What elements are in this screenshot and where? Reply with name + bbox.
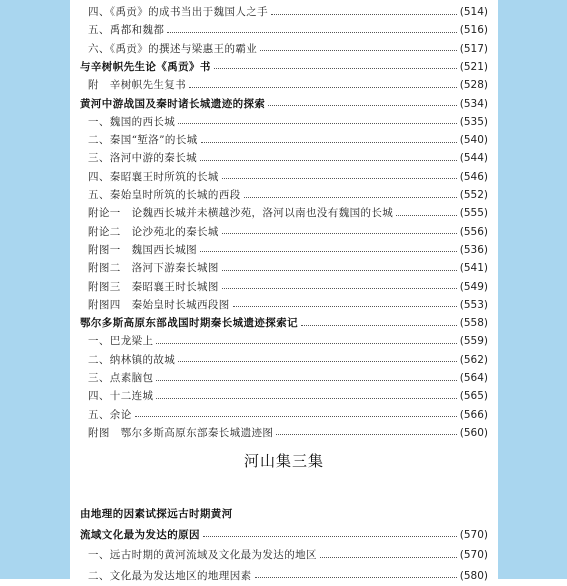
dot-leader <box>244 197 457 198</box>
dot-leader <box>214 68 457 69</box>
toc-entry-title: 二、文化最为发达地区的地理因素 <box>88 569 252 582</box>
dot-leader <box>233 306 457 307</box>
toc-page-number: (570) <box>459 528 488 541</box>
dot-leader <box>200 160 457 161</box>
toc-entry-title: 附论二 论沙苑北的秦长城 <box>88 225 219 238</box>
dot-leader <box>301 325 457 326</box>
toc-entry-title: 附图三 秦昭襄王时长城图 <box>88 280 219 293</box>
toc-page-number: (541) <box>459 262 488 275</box>
toc-entry <box>80 75 488 95</box>
dot-leader <box>178 123 457 124</box>
toc-entry <box>80 423 488 443</box>
toc-entry-title: 五、禹都和魏都 <box>88 24 165 37</box>
toc-section-entry <box>80 504 488 524</box>
toc-page-number: (565) <box>459 390 488 403</box>
dot-leader <box>268 105 456 106</box>
toc-entry-title: 附 辛树帜先生复书 <box>88 79 187 92</box>
dot-leader <box>222 233 457 234</box>
toc-section-entry <box>80 313 488 333</box>
dot-leader <box>156 398 456 399</box>
toc-page-number: (555) <box>459 207 488 220</box>
toc-page-number: (521) <box>459 60 488 73</box>
toc-entry <box>80 130 488 150</box>
dot-leader <box>189 87 457 88</box>
toc-page-number: (566) <box>459 408 488 421</box>
toc-page-number: (580) <box>459 569 488 582</box>
toc-entry <box>80 185 488 205</box>
toc-entry-title: 附图四 秦始皇时长城西段图 <box>88 298 230 311</box>
toc-entry <box>80 112 488 132</box>
dot-leader <box>260 50 457 51</box>
toc-entry <box>80 368 488 388</box>
dot-leader <box>167 32 456 33</box>
toc-entry-title: 五、余论 <box>88 408 132 421</box>
toc-entry-title: 一、远古时期的黄河流域及文化最为发达的地区 <box>88 549 317 561</box>
toc-page-number: (540) <box>459 134 488 147</box>
toc-entry-title: 流域文化最为发达的原因 <box>80 528 200 541</box>
toc-page-number: (552) <box>459 189 488 201</box>
dot-leader <box>200 251 457 252</box>
toc-entry-title: 黄河中游战国及秦时诸长城遗迹的探索 <box>80 97 266 110</box>
toc-entry-title: 一、巴龙梁上 <box>88 335 154 348</box>
dot-leader <box>320 557 457 558</box>
toc-entry-title: 鄂尔多斯高原东部战国时期秦长城遗迹探索记 <box>80 317 298 330</box>
toc-entry <box>80 39 488 59</box>
toc-page-number: (560) <box>459 426 488 439</box>
toc-entry-title: 附图一 魏国西长城图 <box>88 243 197 256</box>
collection-title: 河山集三集 <box>243 452 324 470</box>
dot-leader <box>255 577 457 578</box>
toc-entry <box>80 277 488 297</box>
toc-entry <box>80 240 488 260</box>
toc-entry-title: 二、纳林镇的故城 <box>88 353 176 366</box>
toc-entry-title: 三、点素脑包 <box>88 372 154 384</box>
toc-entry-title: 由地理的因素试探远古时期黄河 <box>80 508 233 520</box>
toc-entry <box>80 566 488 586</box>
toc-page-number: (559) <box>459 335 488 348</box>
toc-entry <box>80 203 488 223</box>
toc-entry-title: 附图 鄂尔多斯高原东部秦长城遗迹图 <box>88 426 274 439</box>
dot-leader <box>135 416 457 417</box>
toc-page-number: (514) <box>459 6 488 18</box>
toc-page-number: (556) <box>459 225 488 238</box>
toc-page-number: (564) <box>459 372 488 384</box>
toc-entry-title: 一、魏国的西长城 <box>88 115 176 128</box>
dot-leader <box>156 343 456 344</box>
toc-entry-title: 与辛树帜先生论《禹贡》书 <box>80 60 211 73</box>
dot-leader <box>276 434 456 435</box>
toc-page-number: (546) <box>459 170 488 183</box>
dot-leader <box>396 215 457 216</box>
dot-leader <box>222 178 457 179</box>
toc-page-number: (549) <box>459 280 488 293</box>
toc-entry <box>80 2 488 22</box>
toc-entry <box>80 386 488 406</box>
toc-entry-title: 附论一 论魏西长城并未横越沙苑，洛河以南也没有魏国的长城 <box>88 207 394 220</box>
toc-section-entry <box>80 57 488 77</box>
dot-leader <box>203 536 457 537</box>
dot-leader <box>201 142 457 143</box>
toc-entry <box>80 258 488 278</box>
toc-entry-title: 六、《禹贡》的撰述与梁惠王的霸业 <box>88 42 258 55</box>
dot-leader <box>178 361 457 362</box>
toc-entry <box>80 350 488 370</box>
toc-entry-title: 二、秦国“堑洛”的长城 <box>88 134 198 147</box>
toc-page-number: (570) <box>459 549 488 561</box>
toc-page-number: (516) <box>459 24 488 37</box>
toc-section-entry <box>80 94 488 114</box>
toc-page-number: (562) <box>459 353 488 366</box>
toc-page-number: (558) <box>459 317 488 330</box>
toc-entry-title: 三、洛河中游的秦长城 <box>88 152 197 165</box>
toc-page-number: (528) <box>459 79 488 92</box>
toc-section-entry <box>80 525 488 545</box>
toc-entry <box>80 405 488 425</box>
toc-entry <box>80 222 488 242</box>
toc-entry-title: 四、十二连城 <box>88 390 154 403</box>
dot-leader <box>156 380 456 381</box>
toc-entry <box>80 148 488 168</box>
toc-entry <box>80 331 488 351</box>
toc-page-number: (544) <box>459 152 488 165</box>
toc-entry <box>80 167 488 187</box>
toc-page-number: (553) <box>459 298 488 311</box>
toc-entry-title: 五、秦始皇时所筑的长城的西段 <box>88 189 241 201</box>
toc-entry-title: 四、《禹贡》的成书当出于魏国人之手 <box>88 6 269 18</box>
toc-page-number: (536) <box>459 243 488 256</box>
dot-leader <box>222 270 457 271</box>
toc-page-number: (534) <box>459 97 488 110</box>
dot-leader <box>222 288 457 289</box>
toc-entry <box>80 20 488 40</box>
toc-entry-title: 四、秦昭襄王时所筑的长城 <box>88 170 219 183</box>
toc-entry <box>80 295 488 315</box>
toc-entry-title: 附图二 洛河下游秦长城图 <box>88 262 219 275</box>
toc-page-number: (517) <box>459 42 488 55</box>
toc-page-number: (535) <box>459 115 488 128</box>
toc-entry <box>80 545 488 565</box>
dot-leader <box>271 14 457 15</box>
